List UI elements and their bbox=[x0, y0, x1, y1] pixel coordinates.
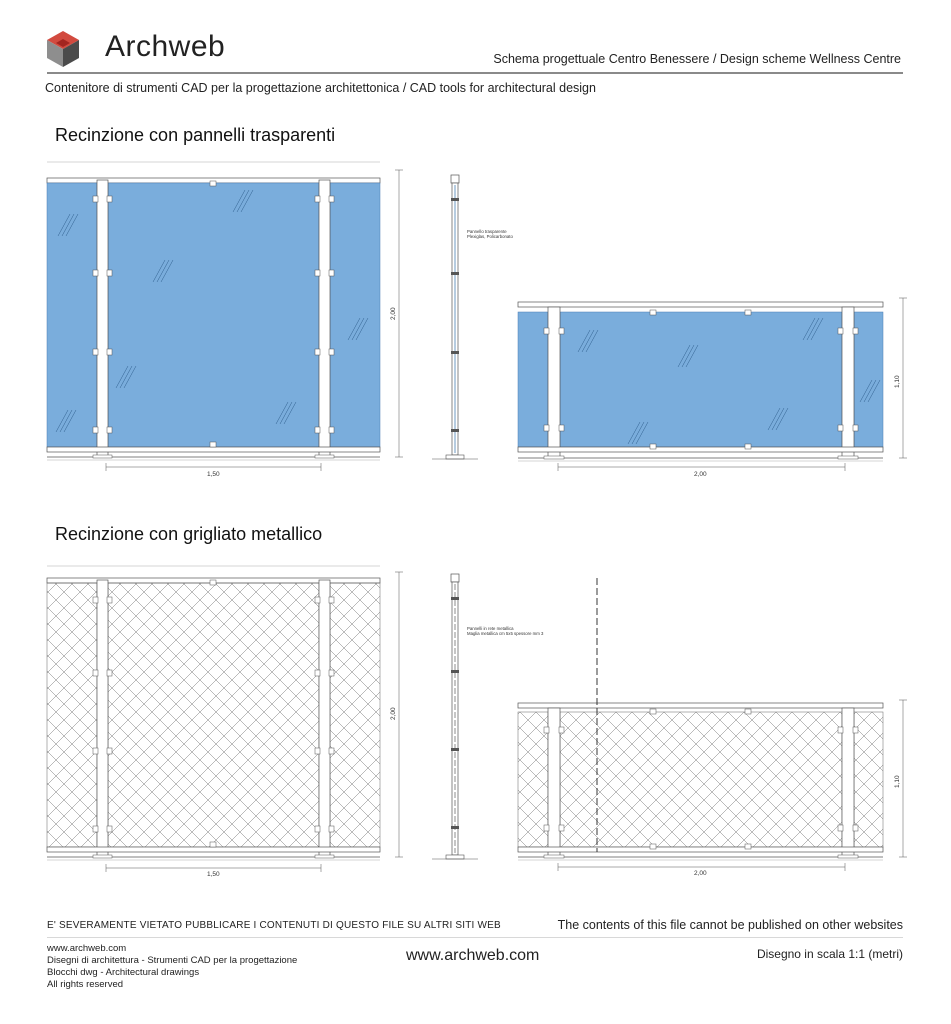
footer-credit-line: Blocchi dwg - Architectural drawings bbox=[47, 967, 200, 978]
footer-site-link[interactable]: www.archweb.com bbox=[406, 947, 540, 964]
footer-credits bbox=[47, 943, 297, 991]
dim-height-tall-mesh: 2,00 bbox=[390, 707, 397, 720]
footer-scale-note: Disegno in scala 1:1 (metri) bbox=[756, 947, 903, 961]
footer-credit-line: All rights reserved bbox=[47, 979, 124, 990]
note-mesh-line1: Pannelli in rete metallica bbox=[467, 626, 514, 631]
elevation-tall-mesh-fence bbox=[47, 566, 403, 872]
note-mesh-line2: Maglia metallica cm 5x5 spessore mm 3 bbox=[467, 631, 544, 636]
section-view-glass-post bbox=[432, 175, 478, 459]
dim-width-tall-mesh: 1,50 bbox=[207, 871, 220, 878]
scheme-title: Schema progettuale Centro Benessere / Design scheme Wellness Centre bbox=[493, 52, 901, 66]
footer-warning-english: The contents of this file cannot be published on other websites bbox=[557, 918, 903, 932]
dim-height-tall-glass: 2,00 bbox=[390, 307, 397, 320]
note-glass-line1: Pannello trasparente bbox=[467, 229, 507, 234]
footer-credit-line: Disegni di architettura - Strumenti CAD per la progettazione bbox=[47, 955, 298, 966]
dim-height-low-mesh: 1,10 bbox=[894, 775, 901, 788]
elevation-tall-glass-fence bbox=[47, 162, 403, 471]
footer-divider bbox=[47, 937, 903, 938]
dim-width-low-mesh: 2,00 bbox=[694, 870, 707, 877]
footer-credit-line[interactable]: www.archweb.com bbox=[47, 943, 127, 954]
section-title-mesh-fence: Recinzione con grigliato metallico bbox=[55, 524, 323, 544]
section-view-mesh-post bbox=[432, 574, 478, 859]
note-glass-line2: Plexiglas, Policarbonato bbox=[467, 234, 513, 239]
brand-name: Archweb bbox=[105, 30, 226, 63]
section-title-transparent-fence: Recinzione con pannelli trasparenti bbox=[55, 125, 336, 145]
dim-width-low-glass: 2,00 bbox=[694, 471, 707, 478]
header-subtitle: Contenitore di strumenti CAD per la progettazione architettonica / CAD tools for architectural design bbox=[45, 81, 596, 95]
dim-height-low-glass: 1,10 bbox=[894, 375, 901, 388]
elevation-low-glass-fence bbox=[518, 298, 907, 471]
dim-width-tall-glass: 1,50 bbox=[207, 471, 220, 478]
elevation-low-mesh-fence bbox=[518, 578, 907, 871]
footer-warning-italian: E' SEVERAMENTE VIETATO PUBBLICARE I CONTENUTI DI QUESTO FILE SU ALTRI SITI WEB bbox=[47, 920, 501, 931]
